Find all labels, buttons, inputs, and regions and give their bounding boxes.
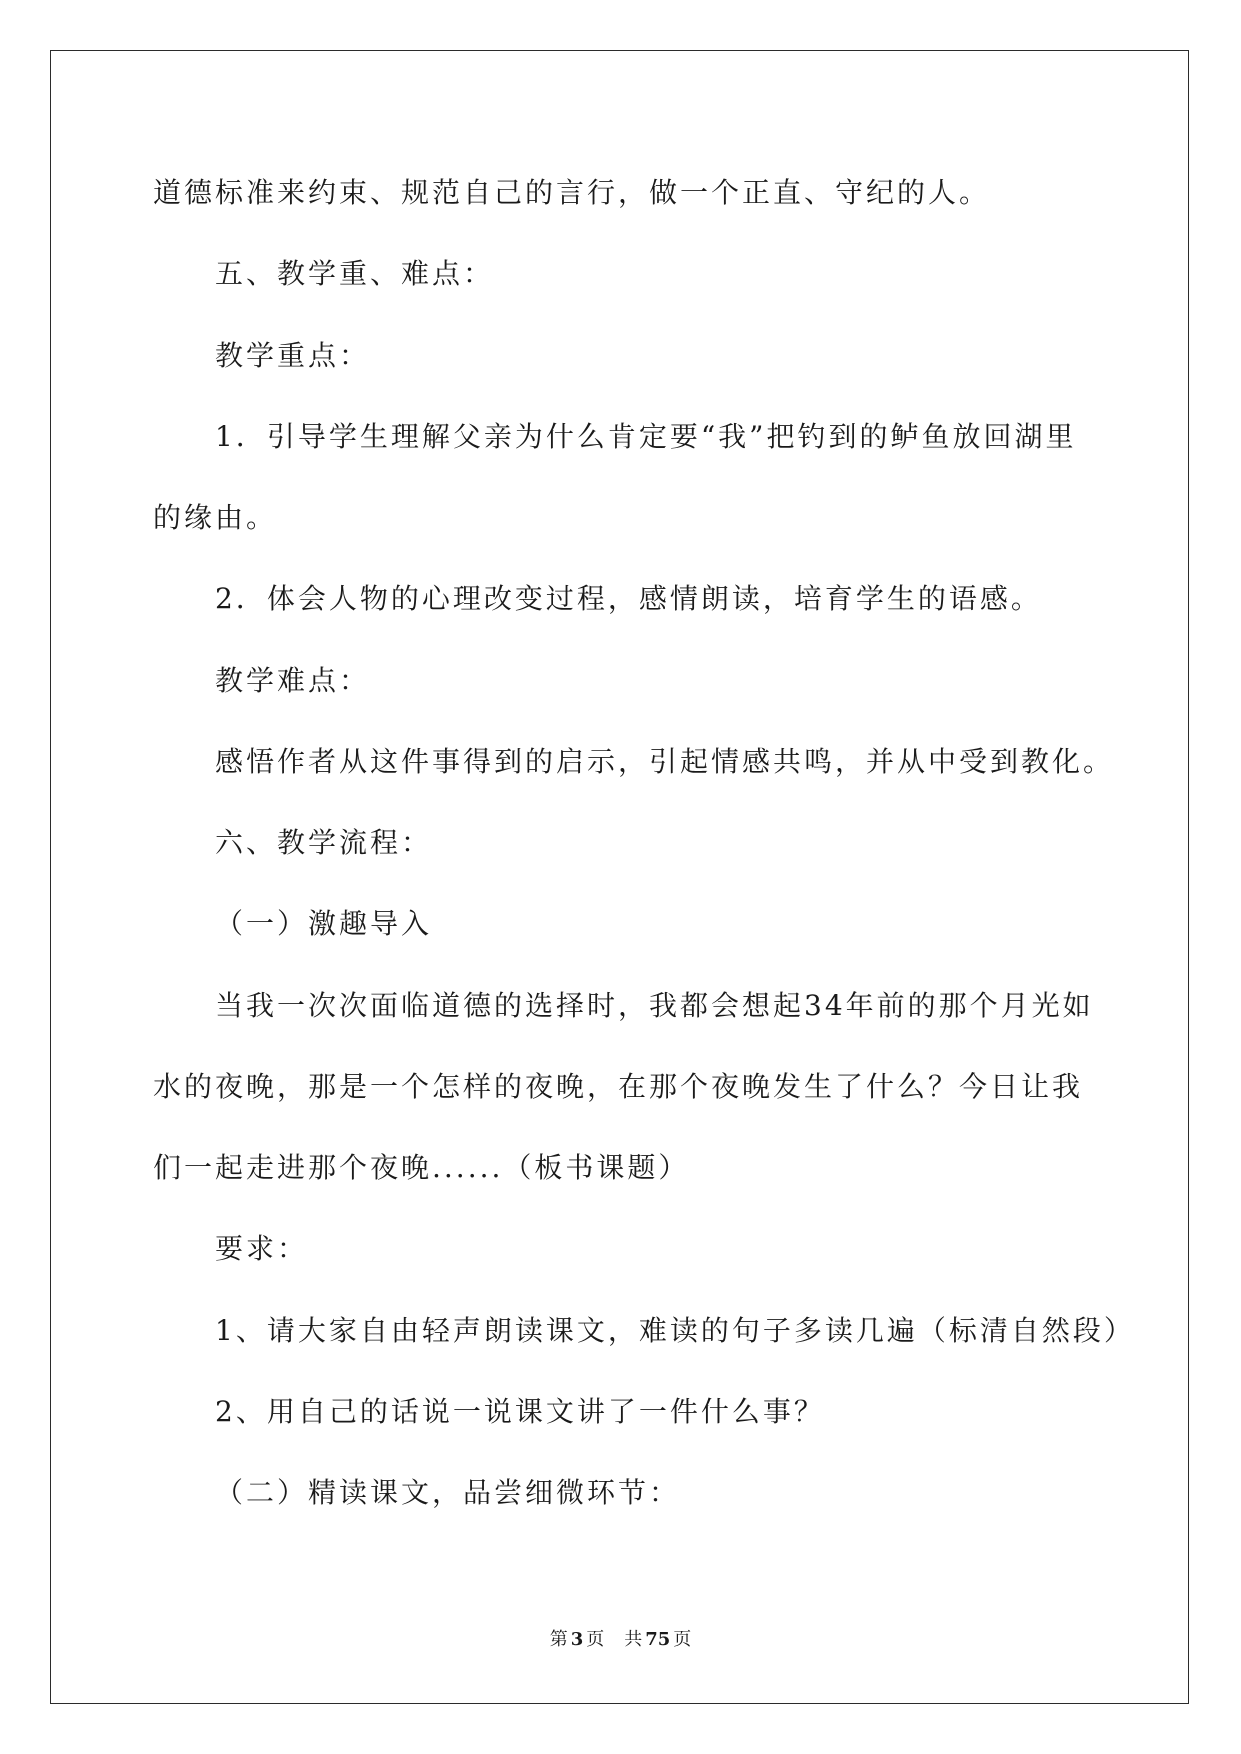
total-suffix: 页: [673, 1629, 692, 1650]
subheading-teaching-difficulty: 教学难点：: [215, 663, 371, 697]
intro-paragraph-line-3: 们一起走进那个夜晚......（板书课题）: [153, 1151, 690, 1184]
section-heading-teaching-process: 六、教学流程：: [215, 826, 433, 859]
focus-item-2: 2．体会人物的心理改变过程，感情朗读，培育学生的语感。: [215, 582, 1042, 616]
requirement-item-1: 1、请大家自由轻声朗读课文，难读的句子多读几遍（标清自然段）: [215, 1313, 1135, 1347]
page-prefix: 第: [549, 1629, 568, 1650]
subheading-requirements: 要求：: [215, 1232, 309, 1266]
current-page-number: 3: [570, 1629, 584, 1650]
subheading-teaching-focus: 教学重点：: [215, 338, 371, 372]
requirement-item-2: 2、用自己的话说一说课文讲了一件什么事？: [215, 1394, 825, 1428]
subheading-step-1: （一）激趣导入: [215, 907, 433, 941]
focus-item-1-continuation: 的缘由。: [153, 501, 278, 534]
document-body: [153, 152, 1153, 1533]
focus-item-1: 1．引导学生理解父亲为什么肯定要“我”把钓到的鲈鱼放回湖里: [215, 419, 1077, 453]
intro-paragraph-line-1: 当我一次次面临道德的选择时，我都会想起34年前的那个月光如: [215, 988, 1094, 1022]
subheading-step-2: （二）精读课文，品尝细微环节：: [215, 1476, 681, 1509]
total-page-count: 75: [645, 1629, 671, 1650]
section-heading-key-points: 五、教学重、难点：: [215, 257, 495, 291]
difficulty-text: 感悟作者从这件事得到的启示，引起情感共鸣，并从中受到教化。: [215, 744, 1115, 778]
page-footer: [0, 1626, 1241, 1654]
paragraph-continuation: 道德标准来约束、规范自己的言行，做一个正直、守纪的人。: [153, 176, 991, 209]
page-suffix: 页: [586, 1629, 605, 1650]
intro-paragraph-line-2: 水的夜晚，那是一个怎样的夜晚，在那个夜晚发生了什么？今日让我: [153, 1069, 1084, 1103]
total-prefix: 共: [624, 1629, 643, 1650]
